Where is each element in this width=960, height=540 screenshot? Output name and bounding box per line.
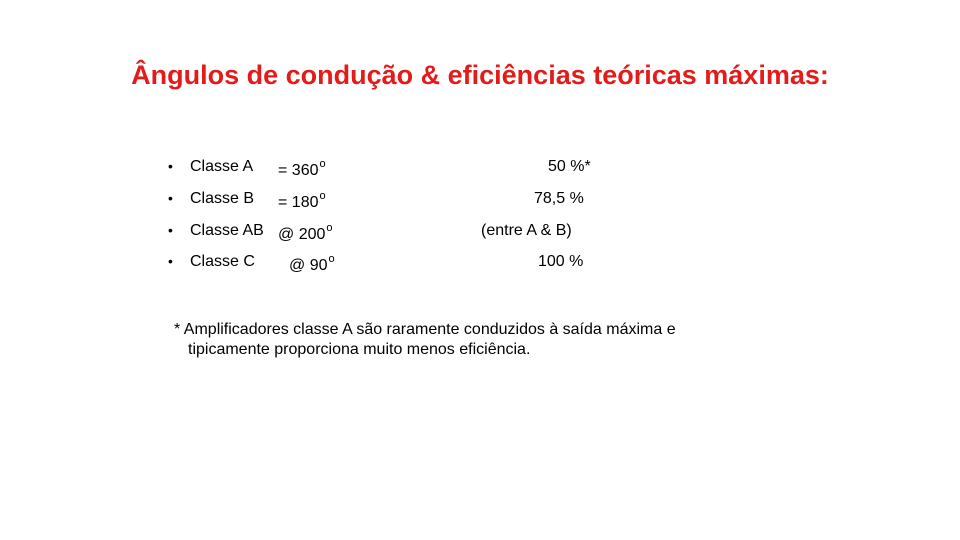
degree-mark: o <box>328 253 335 265</box>
class-name: Classe B <box>190 190 255 207</box>
degree-mark: o <box>326 222 333 234</box>
conduction-angle: @ 90$^o$ <box>289 253 335 274</box>
footnote-line-2: tipicamente proporciona muito menos eficiência. <box>188 341 531 358</box>
class-name: Classe C <box>190 253 255 270</box>
conduction-angle: = $360^o$ <box>278 158 326 179</box>
efficiency-value: 78,5 % <box>534 190 584 207</box>
efficiency-value: (entre A & B) <box>481 222 572 239</box>
bullet-icon: • <box>168 222 173 238</box>
slide-title: Ângulos de condução & eficiências teóricas máximas: <box>131 60 829 90</box>
class-name: Classe AB <box>190 222 264 239</box>
efficiency-value: 100 % <box>538 253 584 270</box>
class-name: Classe A <box>190 158 254 175</box>
degree-mark: o <box>319 158 326 170</box>
footnote <box>174 320 814 360</box>
bullet-icon: • <box>168 253 173 269</box>
conduction-angle: = $180^o$ <box>278 190 326 211</box>
degree-mark: o <box>319 190 326 202</box>
efficiency-value: 50 %* <box>548 158 591 175</box>
footnote-line-1: * Amplificadores classe A são raramente conduzidos à saída máxima e <box>174 321 676 338</box>
conduction-angle: @ 200$^o$ <box>278 222 333 243</box>
bullet-icon: • <box>168 158 173 174</box>
bullet-icon: • <box>168 190 173 206</box>
